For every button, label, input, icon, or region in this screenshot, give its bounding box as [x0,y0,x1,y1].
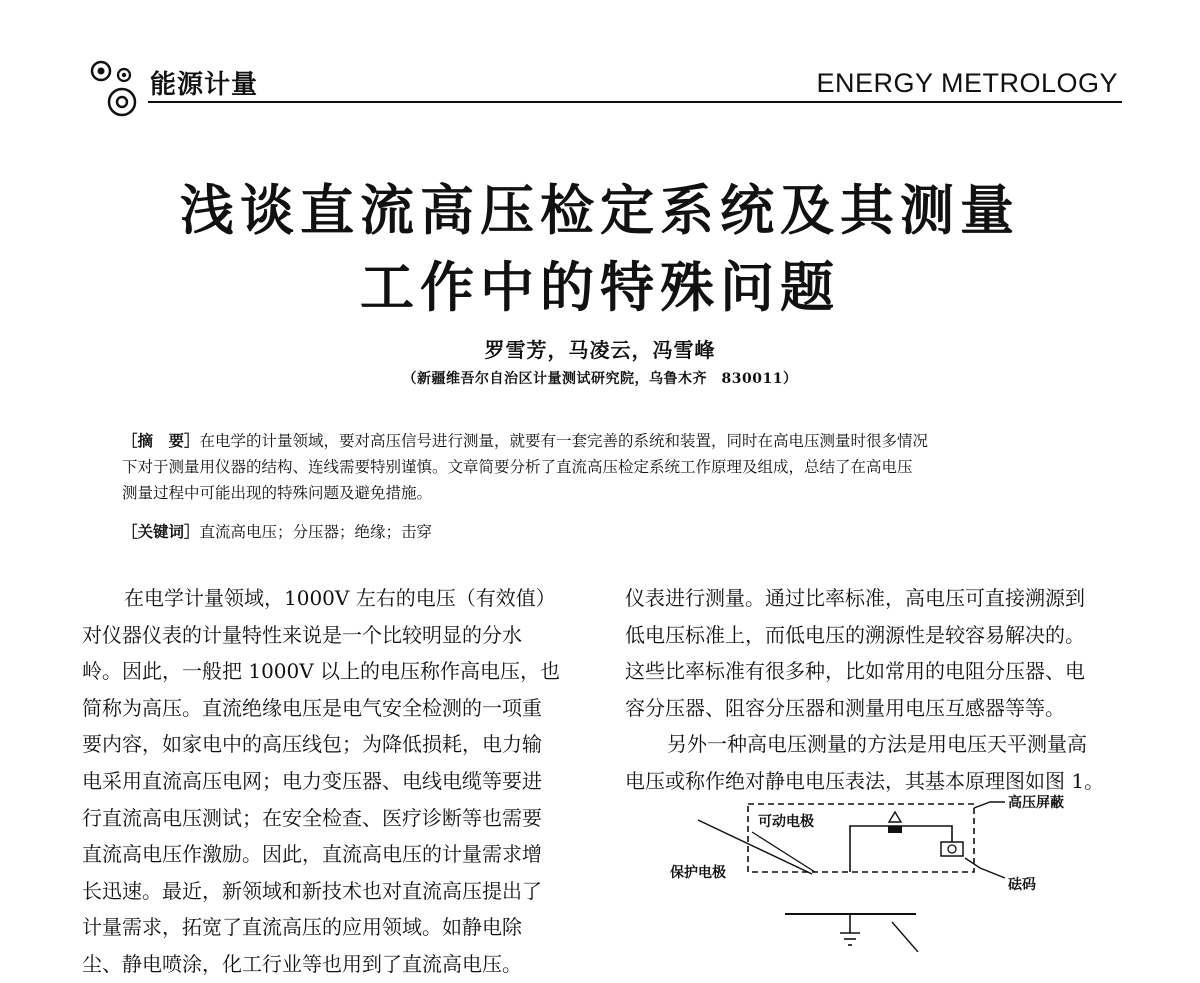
label-weight: 砝码 [1008,877,1036,893]
journal-logo-icon [88,58,146,120]
body-line: 行直流高电压测试；在安全检查、医疗诊断等也需要 [82,805,542,830]
figure-1-electrostatic-voltmeter [660,795,1080,952]
body-line: 仪表进行测量。通过比率标准，高电压可直接溯源到 [625,586,1085,610]
body-line: 岭。因此，一般把 1000V 以上的电压称作高电压，也 [82,659,561,684]
authors: 罗雪芳，马凌云，冯雪峰 [484,338,716,362]
label-high-voltage-shield: 高压屏蔽 [1008,795,1064,811]
abstract-line: 下对于测量用仪器的结构、连线需要特别谨慎。文章简要分析了直流高压检定系统工作原理及组成，总结了在高电压 [122,458,913,476]
affiliation: （新疆维吾尔自治区计量测试研究院，乌鲁木齐 830011） [402,371,798,387]
body-line: 低电压标准上，而低电压的溯源性是较容易解决的。 [625,622,1085,647]
body-line: 另外一种高电压测量的方法是用电压天平测量高 [667,732,1087,757]
abstract [122,428,1082,506]
body-line: 计量需求，拓宽了直流高压的应用领域。如静电除 [82,915,522,940]
body-line: 简称为高压。直流绝缘电压是电气安全检测的一项重 [82,695,542,720]
body-column-left [82,580,587,983]
abstract-line [122,428,1082,454]
body-line: 直流高电压作激励。因此，直流高电压的计量需求增 [82,842,542,867]
header-rule [148,101,1122,103]
body-column-right [625,580,1135,800]
abstract-label: ［摘 要］ [122,431,200,450]
section-title-en: ENERGY METROLOGY [816,68,1118,98]
abstract-text: 在电学的计量领域，要对高压信号进行测量，就要有一套完善的系统和装置，同时在高电压测量时很多情况 [199,432,929,450]
body-line: 电压或称作绝对静电电压表法，其基本原理图如图 1。 [625,768,1105,793]
body-line: 容分压器、阻容分压器和测量用电压互感器等等。 [625,695,1065,720]
keywords-label: ［关键词］ [122,522,200,541]
keywords [122,520,432,542]
abstract-line: 测量过程中可能出现的特殊问题及避免措施。 [122,484,433,502]
label-guard-electrode: 保护电极 [670,865,726,881]
body-line: 长迅速。最近，新领域和新技术也对直流高压提出了 [82,878,542,903]
body-line: 在电学计量领域，1000V 左右的电压（有效值） [124,586,556,610]
keywords-text: 直流高电压；分压器；绝缘；击穿 [199,523,433,541]
body-line: 电采用直流高压电网；电力变压器、电线电缆等要进 [82,768,542,793]
section-title: 能源计量 [150,70,259,100]
body-line: 尘、静电喷涂，化工行业等也用到了直流高电压。 [82,951,522,976]
body-line: 对仪器仪表的计量特性来说是一个比较明显的分水 [82,622,522,647]
body-line: 要内容，如家电中的高压线包；为降低损耗，电力输 [82,732,542,757]
body-line: 这些比率标准有很多种，比如常用的电阻分压器、电 [625,659,1085,684]
article-title-line-1: 浅谈直流高压检定系统及其测量 [180,178,1020,242]
article-title-line-2: 工作中的特殊问题 [360,255,840,319]
label-movable-electrode: 可动电极 [758,814,814,830]
